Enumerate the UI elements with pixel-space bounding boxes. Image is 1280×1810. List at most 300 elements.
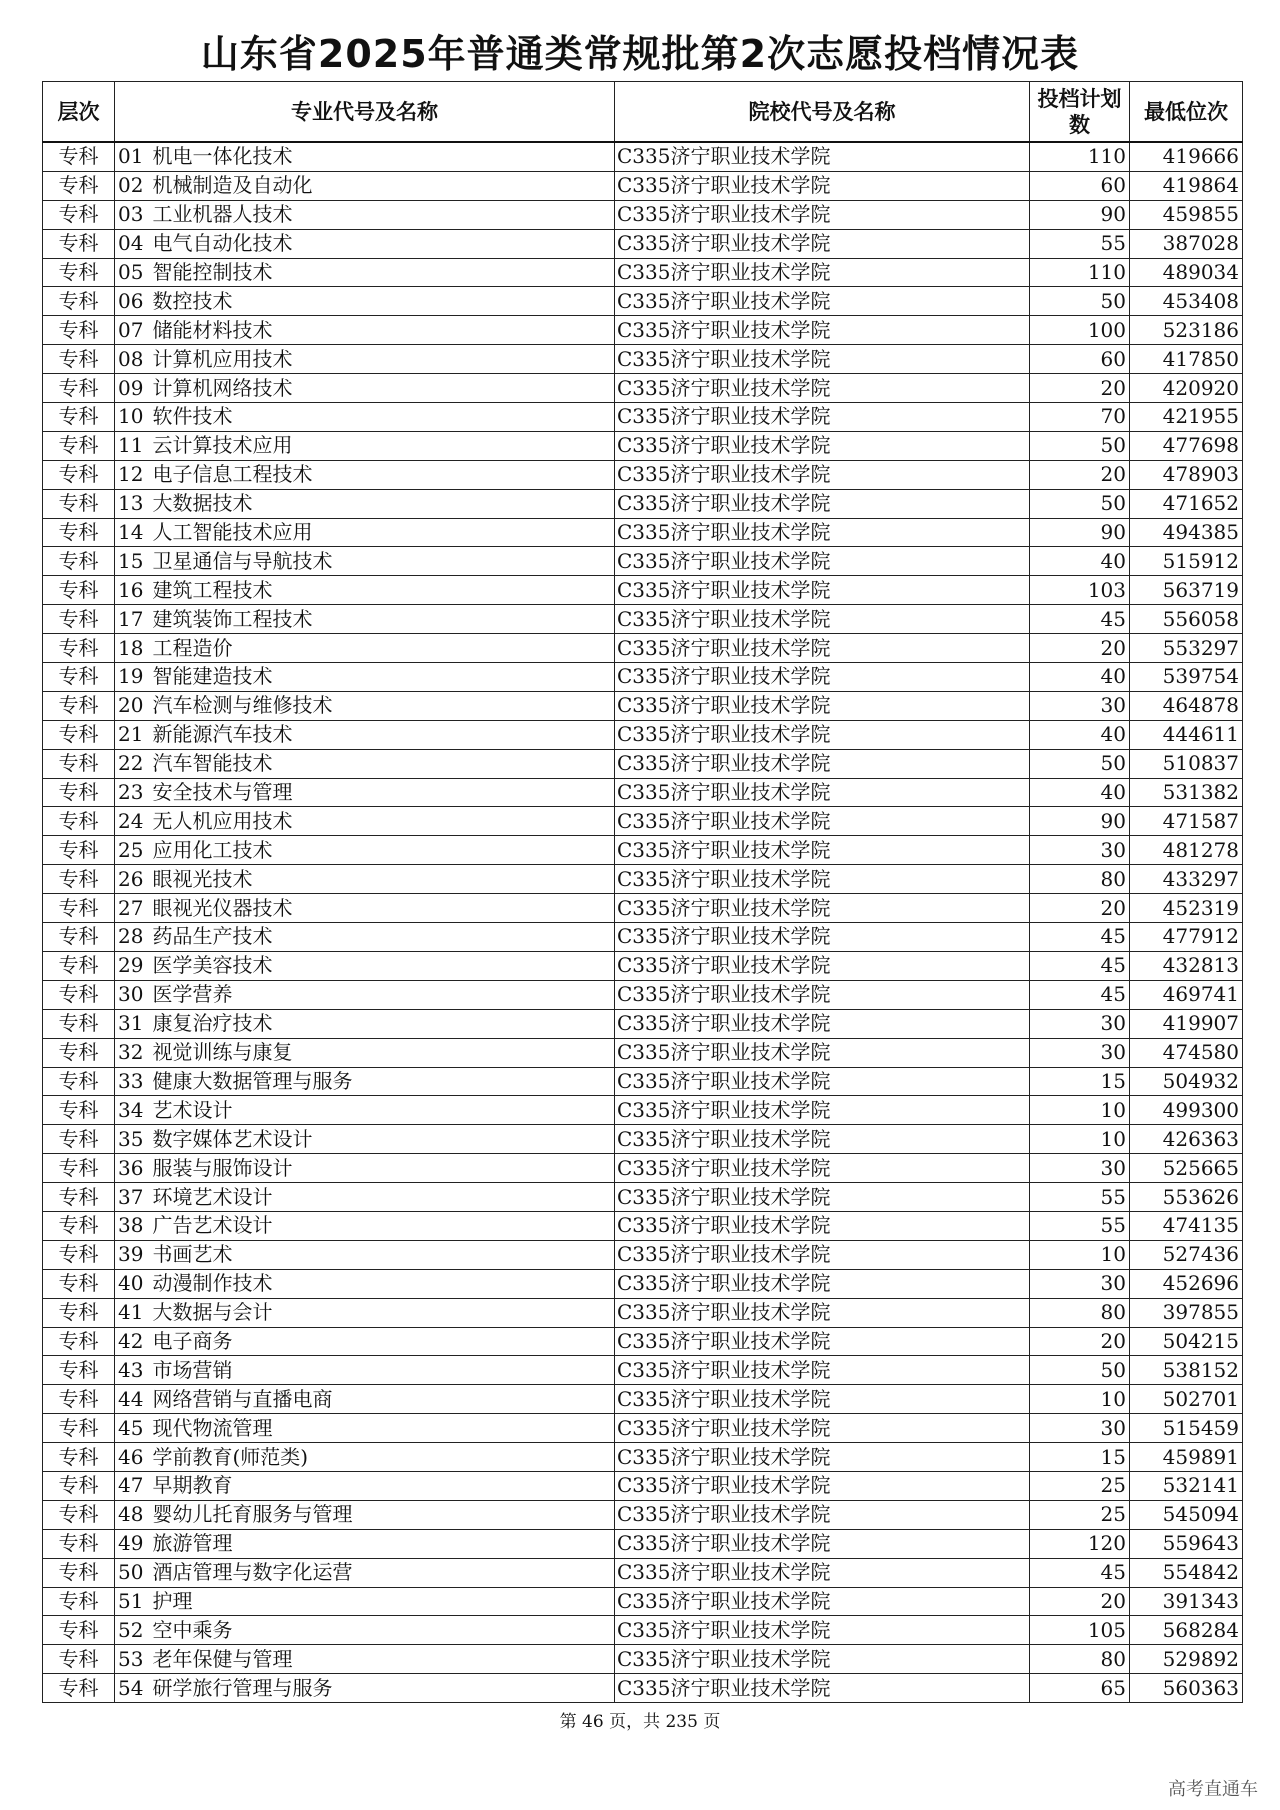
cell-level: 专科 <box>43 171 115 200</box>
cell-min-rank: 471587 <box>1130 807 1243 836</box>
cell-min-rank: 464878 <box>1130 691 1243 720</box>
cell-plan: 25 <box>1030 1471 1130 1500</box>
table-row <box>43 431 1243 460</box>
cell-school: C335济宁职业技术学院 <box>615 865 1030 894</box>
major-code: 34 <box>118 1097 144 1122</box>
table-row <box>43 836 1243 865</box>
page-title: 山东省2025年普通类常规批第2次志愿投档情况表 <box>200 32 1080 76</box>
cell-school: C335济宁职业技术学院 <box>615 1500 1030 1529</box>
major-code: 22 <box>118 751 144 776</box>
cell-level: 专科 <box>43 142 115 171</box>
table-row <box>43 1529 1243 1558</box>
major-name: 储能材料技术 <box>152 317 273 342</box>
cell-school: C335济宁职业技术学院 <box>615 691 1030 720</box>
cell-major <box>115 200 615 229</box>
major-code: 27 <box>118 895 144 920</box>
major-name: 市场营销 <box>152 1357 233 1382</box>
table-row <box>43 1327 1243 1356</box>
cell-major <box>115 547 615 576</box>
header-school: 院校代号及名称 <box>615 82 1030 143</box>
cell-major <box>115 663 615 692</box>
cell-school: C335济宁职业技术学院 <box>615 634 1030 663</box>
cell-plan: 110 <box>1030 142 1130 171</box>
cell-plan: 45 <box>1030 980 1130 1009</box>
cell-school: C335济宁职业技术学院 <box>615 518 1030 547</box>
cell-major <box>115 287 615 316</box>
cell-level: 专科 <box>43 1558 115 1587</box>
major-name: 汽车检测与维修技术 <box>152 693 333 718</box>
table-row <box>43 1096 1243 1125</box>
cell-school: C335济宁职业技术学院 <box>615 1125 1030 1154</box>
major-code: 09 <box>118 375 144 400</box>
major-name: 服装与服饰设计 <box>152 1155 293 1180</box>
cell-min-rank: 433297 <box>1130 865 1243 894</box>
major-code: 15 <box>118 548 144 573</box>
major-code: 30 <box>118 982 144 1007</box>
major-code: 16 <box>118 577 144 602</box>
cell-plan: 50 <box>1030 489 1130 518</box>
major-code: 50 <box>118 1560 144 1585</box>
cell-plan: 45 <box>1030 923 1130 952</box>
cell-school: C335济宁职业技术学院 <box>615 1443 1030 1472</box>
table-row <box>43 316 1243 345</box>
cell-min-rank: 432813 <box>1130 951 1243 980</box>
cell-plan: 90 <box>1030 200 1130 229</box>
cell-plan: 20 <box>1030 460 1130 489</box>
major-code: 32 <box>118 1040 144 1065</box>
cell-plan: 20 <box>1030 634 1130 663</box>
cell-school: C335济宁职业技术学院 <box>615 142 1030 171</box>
cell-level: 专科 <box>43 403 115 432</box>
cell-major <box>115 489 615 518</box>
cell-level: 专科 <box>43 431 115 460</box>
major-code: 44 <box>118 1386 144 1411</box>
table-row <box>43 807 1243 836</box>
cell-plan: 40 <box>1030 663 1130 692</box>
cell-plan: 20 <box>1030 1327 1130 1356</box>
cell-level: 专科 <box>43 1154 115 1183</box>
cell-plan: 20 <box>1030 374 1130 403</box>
cell-school: C335济宁职业技术学院 <box>615 951 1030 980</box>
table-row <box>43 951 1243 980</box>
cell-school: C335济宁职业技术学院 <box>615 200 1030 229</box>
cell-school: C335济宁职业技术学院 <box>615 460 1030 489</box>
table-row <box>43 865 1243 894</box>
header-major: 专业代号及名称 <box>115 82 615 143</box>
cell-min-rank: 553297 <box>1130 634 1243 663</box>
table-row <box>43 749 1243 778</box>
cell-school: C335济宁职业技术学院 <box>615 1558 1030 1587</box>
cell-min-rank: 421955 <box>1130 403 1243 432</box>
table-row <box>43 923 1243 952</box>
cell-school: C335济宁职业技术学院 <box>615 1327 1030 1356</box>
cell-plan: 80 <box>1030 1645 1130 1674</box>
cell-school: C335济宁职业技术学院 <box>615 576 1030 605</box>
major-code: 11 <box>118 433 144 458</box>
table-row <box>43 374 1243 403</box>
major-name: 酒店管理与数字化运营 <box>152 1560 353 1585</box>
cell-plan: 30 <box>1030 1038 1130 1067</box>
cell-level: 专科 <box>43 1385 115 1414</box>
cell-major <box>115 1674 615 1703</box>
major-name: 学前教育(师范类) <box>152 1444 309 1469</box>
cell-min-rank: 532141 <box>1130 1471 1243 1500</box>
major-code: 03 <box>118 202 144 227</box>
cell-plan: 15 <box>1030 1067 1130 1096</box>
cell-level: 专科 <box>43 923 115 952</box>
cell-major <box>115 951 615 980</box>
cell-level: 专科 <box>43 1298 115 1327</box>
major-code: 07 <box>118 317 144 342</box>
major-name: 智能控制技术 <box>152 260 273 284</box>
cell-major <box>115 518 615 547</box>
cell-school: C335济宁职业技术学院 <box>615 980 1030 1009</box>
cell-plan: 30 <box>1030 836 1130 865</box>
table-header <box>43 82 1243 143</box>
cell-min-rank: 525665 <box>1130 1154 1243 1183</box>
header-level: 层次 <box>43 82 115 143</box>
major-code: 42 <box>118 1328 144 1353</box>
table-body <box>43 142 1243 1703</box>
cell-level: 专科 <box>43 720 115 749</box>
major-code: 53 <box>118 1646 144 1671</box>
major-name: 老年保健与管理 <box>152 1646 293 1671</box>
cell-major <box>115 749 615 778</box>
cell-level: 专科 <box>43 1269 115 1298</box>
cell-level: 专科 <box>43 1211 115 1240</box>
cell-major <box>115 1414 615 1443</box>
major-code: 04 <box>118 231 144 256</box>
cell-major <box>115 1240 615 1269</box>
major-name: 机械制造及自动化 <box>152 173 313 198</box>
cell-major <box>115 374 615 403</box>
cell-min-rank: 419907 <box>1130 1009 1243 1038</box>
cell-min-rank: 459891 <box>1130 1443 1243 1472</box>
major-code: 05 <box>118 260 144 284</box>
cell-school: C335济宁职业技术学院 <box>615 374 1030 403</box>
cell-min-rank: 545094 <box>1130 1500 1243 1529</box>
major-code: 41 <box>118 1300 144 1325</box>
cell-plan: 10 <box>1030 1096 1130 1125</box>
major-code: 52 <box>118 1617 144 1642</box>
page-number: 第 46 页，共 235 页 <box>559 1712 721 1732</box>
major-code: 12 <box>118 462 144 487</box>
table-row <box>43 1240 1243 1269</box>
cell-min-rank: 387028 <box>1130 229 1243 258</box>
cell-school: C335济宁职业技术学院 <box>615 1211 1030 1240</box>
major-code: 06 <box>118 288 144 313</box>
major-code: 33 <box>118 1068 144 1093</box>
major-name: 艺术设计 <box>152 1097 233 1122</box>
cell-school: C335济宁职业技术学院 <box>615 316 1030 345</box>
cell-min-rank: 554842 <box>1130 1558 1243 1587</box>
major-name: 眼视光仪器技术 <box>152 895 293 920</box>
table-row <box>43 518 1243 547</box>
cell-plan: 20 <box>1030 894 1130 923</box>
cell-major <box>115 1038 615 1067</box>
major-code: 28 <box>118 924 144 949</box>
cell-min-rank: 568284 <box>1130 1616 1243 1645</box>
major-name: 安全技术与管理 <box>152 780 293 805</box>
major-code: 39 <box>118 1242 144 1267</box>
cell-plan: 45 <box>1030 951 1130 980</box>
cell-school: C335济宁职业技术学院 <box>615 1356 1030 1385</box>
major-code: 45 <box>118 1415 144 1440</box>
table-row <box>43 345 1243 374</box>
cell-level: 专科 <box>43 1674 115 1703</box>
major-code: 35 <box>118 1126 144 1151</box>
major-code: 26 <box>118 866 144 891</box>
cell-plan: 45 <box>1030 605 1130 634</box>
cell-plan: 30 <box>1030 1414 1130 1443</box>
major-code: 24 <box>118 808 144 833</box>
table-row <box>43 1183 1243 1212</box>
major-name: 健康大数据管理与服务 <box>152 1068 353 1093</box>
major-name: 婴幼儿托育服务与管理 <box>152 1502 353 1527</box>
cell-school: C335济宁职业技术学院 <box>615 1385 1030 1414</box>
cell-school: C335济宁职业技术学院 <box>615 923 1030 952</box>
major-name: 环境艺术设计 <box>152 1184 273 1209</box>
cell-plan: 105 <box>1030 1616 1130 1645</box>
cell-major <box>115 634 615 663</box>
cell-school: C335济宁职业技术学院 <box>615 345 1030 374</box>
cell-level: 专科 <box>43 894 115 923</box>
cell-plan: 70 <box>1030 403 1130 432</box>
cell-plan: 10 <box>1030 1240 1130 1269</box>
major-code: 08 <box>118 346 144 371</box>
table-row <box>43 663 1243 692</box>
cell-min-rank: 453408 <box>1130 287 1243 316</box>
major-code: 31 <box>118 1011 144 1036</box>
cell-min-rank: 419864 <box>1130 171 1243 200</box>
cell-major <box>115 1211 615 1240</box>
cell-level: 专科 <box>43 1500 115 1529</box>
table-row <box>43 200 1243 229</box>
cell-min-rank: 515912 <box>1130 547 1243 576</box>
cell-min-rank: 397855 <box>1130 1298 1243 1327</box>
major-name: 人工智能技术应用 <box>152 520 313 545</box>
cell-plan: 103 <box>1030 576 1130 605</box>
cell-major <box>115 171 615 200</box>
major-code: 23 <box>118 780 144 805</box>
cell-school: C335济宁职业技术学院 <box>615 431 1030 460</box>
major-code: 40 <box>118 1271 144 1296</box>
cell-plan: 10 <box>1030 1385 1130 1414</box>
cell-major <box>115 258 615 287</box>
cell-min-rank: 444611 <box>1130 720 1243 749</box>
cell-plan: 55 <box>1030 229 1130 258</box>
cell-min-rank: 529892 <box>1130 1645 1243 1674</box>
cell-plan: 80 <box>1030 1298 1130 1327</box>
cell-plan: 25 <box>1030 1500 1130 1529</box>
cell-min-rank: 419666 <box>1130 142 1243 171</box>
cell-min-rank: 499300 <box>1130 1096 1243 1125</box>
cell-level: 专科 <box>43 865 115 894</box>
cell-school: C335济宁职业技术学院 <box>615 1096 1030 1125</box>
cell-major <box>115 1558 615 1587</box>
major-name: 大数据技术 <box>152 491 253 516</box>
major-code: 01 <box>118 144 144 169</box>
major-code: 25 <box>118 837 144 862</box>
cell-major <box>115 142 615 171</box>
major-name: 软件技术 <box>152 404 233 429</box>
cell-level: 专科 <box>43 374 115 403</box>
cell-plan: 90 <box>1030 807 1130 836</box>
cell-major <box>115 1500 615 1529</box>
table-row <box>43 1154 1243 1183</box>
cell-min-rank: 559643 <box>1130 1529 1243 1558</box>
table-row <box>43 460 1243 489</box>
cell-major <box>115 316 615 345</box>
cell-level: 专科 <box>43 229 115 258</box>
cell-school: C335济宁职业技术学院 <box>615 229 1030 258</box>
header-min-rank: 最低位次 <box>1130 82 1243 143</box>
major-name: 建筑工程技术 <box>152 577 273 602</box>
cell-min-rank: 539754 <box>1130 663 1243 692</box>
table-row <box>43 229 1243 258</box>
cell-level: 专科 <box>43 1240 115 1269</box>
cell-major <box>115 836 615 865</box>
major-name: 现代物流管理 <box>152 1415 273 1440</box>
cell-school: C335济宁职业技术学院 <box>615 547 1030 576</box>
header-plan: 投档计划数 <box>1030 82 1130 143</box>
major-name: 医学营养 <box>152 982 233 1007</box>
cell-level: 专科 <box>43 1356 115 1385</box>
major-name: 大数据与会计 <box>152 1300 273 1325</box>
table-row <box>43 778 1243 807</box>
cell-min-rank: 477698 <box>1130 431 1243 460</box>
cell-school: C335济宁职业技术学院 <box>615 1587 1030 1616</box>
major-name: 应用化工技术 <box>152 837 273 862</box>
cell-level: 专科 <box>43 1616 115 1645</box>
cell-level: 专科 <box>43 200 115 229</box>
cell-major <box>115 431 615 460</box>
cell-plan: 30 <box>1030 1009 1130 1038</box>
cell-plan: 55 <box>1030 1211 1130 1240</box>
cell-level: 专科 <box>43 634 115 663</box>
major-code: 47 <box>118 1473 144 1498</box>
cell-major <box>115 1125 615 1154</box>
cell-min-rank: 452696 <box>1130 1269 1243 1298</box>
cell-school: C335济宁职业技术学院 <box>615 1414 1030 1443</box>
major-name: 广告艺术设计 <box>152 1213 273 1238</box>
major-name: 电子信息工程技术 <box>152 462 313 487</box>
major-name: 云计算技术应用 <box>152 433 293 458</box>
cell-min-rank: 471652 <box>1130 489 1243 518</box>
table-row <box>43 258 1243 287</box>
cell-major <box>115 1529 615 1558</box>
cell-min-rank: 452319 <box>1130 894 1243 923</box>
major-name: 护理 <box>152 1588 193 1613</box>
cell-school: C335济宁职业技术学院 <box>615 1154 1030 1183</box>
major-name: 空中乘务 <box>152 1617 233 1642</box>
cell-plan: 55 <box>1030 1183 1130 1212</box>
table-row <box>43 1587 1243 1616</box>
cell-min-rank: 510837 <box>1130 749 1243 778</box>
cell-plan: 60 <box>1030 345 1130 374</box>
cell-plan: 15 <box>1030 1443 1130 1472</box>
cell-school: C335济宁职业技术学院 <box>615 836 1030 865</box>
table-row <box>43 980 1243 1009</box>
cell-level: 专科 <box>43 980 115 1009</box>
major-name: 智能建造技术 <box>152 664 273 689</box>
table-row <box>43 171 1243 200</box>
cell-min-rank: 474580 <box>1130 1038 1243 1067</box>
cell-school: C335济宁职业技术学院 <box>615 1616 1030 1645</box>
major-name: 电气自动化技术 <box>152 231 293 256</box>
table-row <box>43 1616 1243 1645</box>
cell-level: 专科 <box>43 1529 115 1558</box>
cell-major <box>115 1587 615 1616</box>
table-row <box>43 403 1243 432</box>
table-row <box>43 1385 1243 1414</box>
cell-level: 专科 <box>43 836 115 865</box>
cell-plan: 45 <box>1030 1558 1130 1587</box>
major-name: 电子商务 <box>152 1328 233 1353</box>
cell-level: 专科 <box>43 807 115 836</box>
major-name: 研学旅行管理与服务 <box>152 1675 333 1700</box>
cell-plan: 40 <box>1030 720 1130 749</box>
admission-table <box>42 81 1243 1703</box>
cell-min-rank: 502701 <box>1130 1385 1243 1414</box>
cell-min-rank: 478903 <box>1130 460 1243 489</box>
major-code: 13 <box>118 491 144 516</box>
table-row <box>43 894 1243 923</box>
cell-plan: 50 <box>1030 287 1130 316</box>
cell-plan: 110 <box>1030 258 1130 287</box>
major-code: 20 <box>118 693 144 718</box>
cell-level: 专科 <box>43 576 115 605</box>
table-row <box>43 1125 1243 1154</box>
cell-school: C335济宁职业技术学院 <box>615 1674 1030 1703</box>
table-row <box>43 1298 1243 1327</box>
cell-min-rank: 531382 <box>1130 778 1243 807</box>
cell-level: 专科 <box>43 287 115 316</box>
major-code: 10 <box>118 404 144 429</box>
major-name: 工业机器人技术 <box>152 202 293 227</box>
cell-level: 专科 <box>43 1096 115 1125</box>
major-name: 视觉训练与康复 <box>152 1040 293 1065</box>
cell-min-rank: 527436 <box>1130 1240 1243 1269</box>
cell-plan: 30 <box>1030 691 1130 720</box>
cell-school: C335济宁职业技术学院 <box>615 605 1030 634</box>
table-row <box>43 720 1243 749</box>
cell-plan: 20 <box>1030 1587 1130 1616</box>
major-code: 43 <box>118 1357 144 1382</box>
major-name: 无人机应用技术 <box>152 808 293 833</box>
cell-min-rank: 560363 <box>1130 1674 1243 1703</box>
table-row <box>43 1067 1243 1096</box>
cell-major <box>115 980 615 1009</box>
cell-school: C335济宁职业技术学院 <box>615 1038 1030 1067</box>
major-code: 54 <box>118 1675 144 1700</box>
cell-min-rank: 481278 <box>1130 836 1243 865</box>
major-name: 康复治疗技术 <box>152 1011 273 1036</box>
cell-major <box>115 403 615 432</box>
table-row <box>43 1211 1243 1240</box>
cell-min-rank: 538152 <box>1130 1356 1243 1385</box>
cell-major <box>115 1154 615 1183</box>
major-name: 数字媒体艺术设计 <box>152 1126 313 1151</box>
major-name: 机电一体化技术 <box>152 144 293 169</box>
table-row <box>43 1269 1243 1298</box>
cell-level: 专科 <box>43 1067 115 1096</box>
cell-plan: 50 <box>1030 431 1130 460</box>
major-name: 书画艺术 <box>152 1242 233 1267</box>
cell-school: C335济宁职业技术学院 <box>615 894 1030 923</box>
cell-level: 专科 <box>43 1125 115 1154</box>
cell-major <box>115 605 615 634</box>
